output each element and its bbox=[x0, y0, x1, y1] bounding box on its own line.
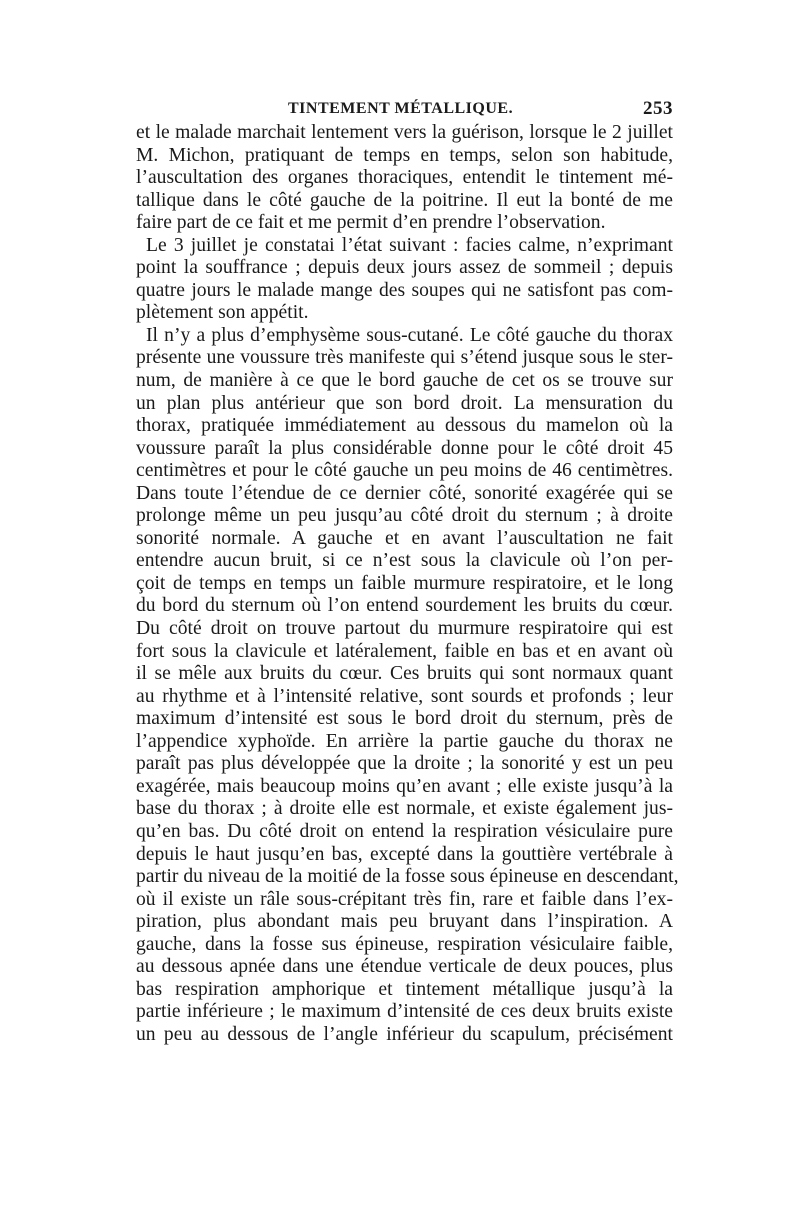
text-line: plètement son appétit. bbox=[136, 302, 309, 324]
text-line: l’appendice xyphoïde. En arrière la partie gauche du thorax ne bbox=[136, 730, 673, 752]
text-line: partie inférieure ; le maximum d’intensité de ces deux bruits existe bbox=[136, 1001, 673, 1023]
text-line: entendre aucun bruit, si ce n’est sous la clavicule où l’on per- bbox=[136, 550, 673, 572]
paragraph bbox=[136, 324, 679, 1047]
text-line: qu’en bas. Du côté droit on entend la respiration vésiculaire pure bbox=[136, 820, 673, 842]
text-line: Du côté droit on trouve partout du murmure respiratoire qui est bbox=[136, 618, 673, 640]
text-line: fort sous la clavicule et latéralement, faible en bas et en avant où bbox=[136, 640, 673, 662]
text-line: thorax, pratiquée immédiatement au dessous du mamelon où la bbox=[136, 415, 673, 437]
text-line: base du thorax ; à droite elle est normale, et existe également jus- bbox=[136, 798, 673, 820]
text-line: centimètres et pour le côté gauche un peu moins de 46 centimètres. bbox=[136, 460, 673, 482]
text-line: bas respiration amphorique et tintement métallique jusqu’à la bbox=[136, 978, 673, 1000]
text-line: l’auscultation des organes thoraciques, entendit le tintement mé- bbox=[136, 167, 673, 189]
book-page bbox=[136, 96, 679, 1046]
text-line: tallique dans le côté gauche de la poitrine. Il eut la bonté de me bbox=[136, 189, 673, 211]
text-line: exagérée, mais beaucoup moins qu’en avant ; elle existe jusqu’à la bbox=[136, 775, 673, 797]
text-line: partir du niveau de la moitié de la fosse sous épineuse en descendant, bbox=[136, 866, 679, 888]
text-line: piration, plus abondant mais peu bruyant dans l’inspiration. A bbox=[136, 911, 673, 933]
text-line: un plan plus antérieur que son bord droit. La mensuration du bbox=[136, 392, 673, 414]
text-line: Le 3 juillet je constatai l’état suivant : facies calme, n’exprimant bbox=[146, 234, 673, 256]
text-line: au rhythme et à l’intensité relative, sont sourds et profonds ; leur bbox=[136, 685, 673, 707]
text-line: Il n’y a plus d’emphysème sous-cutané. Le côté gauche du thorax bbox=[146, 324, 673, 346]
text-line: au dessous apnée dans une étendue verticale de deux pouces, plus bbox=[136, 956, 673, 978]
text-line: paraît pas plus développée que la droite ; la sonorité y est un peu bbox=[136, 753, 673, 775]
text-line: présente une voussure très manifeste qui s’étend jusque sous le ster- bbox=[136, 347, 673, 369]
text-line: M. Michon, pratiquant de temps en temps, selon son habitude, bbox=[136, 144, 673, 166]
text-line: il se mêle aux bruits du cœur. Ces bruits qui sont normaux quant bbox=[136, 663, 673, 685]
text-line: depuis le haut jusqu’en bas, excepté dans la gouttière vertébrale à bbox=[136, 843, 673, 865]
running-title: TINTEMENT MÉTALLIQUE. bbox=[288, 100, 514, 117]
page-number: 253 bbox=[643, 98, 673, 119]
text-line: prolonge même un peu jusqu’au côté droit du sternum ; à droite bbox=[136, 505, 673, 527]
text-line: un peu au dessous de l’angle inférieur du scapulum, précisément bbox=[136, 1023, 673, 1045]
text-line: et le malade marchait lentement vers la guérison, lorsque le 2 juillet bbox=[136, 122, 673, 143]
text-line: faire part de ce fait et me permit d’en prendre l’observation. bbox=[136, 212, 606, 234]
text-line: quatre jours le malade mange des soupes qui ne satisfont pas com- bbox=[136, 279, 673, 301]
text-line: gauche, dans la fosse sus épineuse, respiration vésiculaire faible, bbox=[136, 933, 673, 955]
body-text bbox=[136, 122, 679, 1046]
paragraph bbox=[136, 235, 673, 325]
text-line: point la souffrance ; depuis deux jours assez de sommeil ; depuis bbox=[136, 257, 673, 279]
text-line: sonorité normale. A gauche et en avant l’auscultation ne fait bbox=[136, 527, 673, 549]
paragraph bbox=[136, 122, 673, 235]
text-line: num, de manière à ce que le bord gauche de cet os se trouve sur bbox=[136, 370, 673, 392]
text-line: où il existe un râle sous-crépitant très fin, rare et faible dans l’ex- bbox=[136, 888, 673, 910]
text-line: du bord du sternum où l’on entend sourdement les bruits du cœur. bbox=[136, 595, 673, 617]
text-line: Dans toute l’étendue de ce dernier côté, sonorité exagérée qui se bbox=[136, 482, 673, 504]
text-line: voussure paraît la plus considérable donne pour le côté droit 45 bbox=[136, 437, 673, 459]
running-head bbox=[136, 96, 673, 122]
text-line: çoit de temps en temps un faible murmure respiratoire, et le long bbox=[136, 572, 673, 594]
text-line: maximum d’intensité est sous le bord droit du sternum, près de bbox=[136, 708, 673, 730]
